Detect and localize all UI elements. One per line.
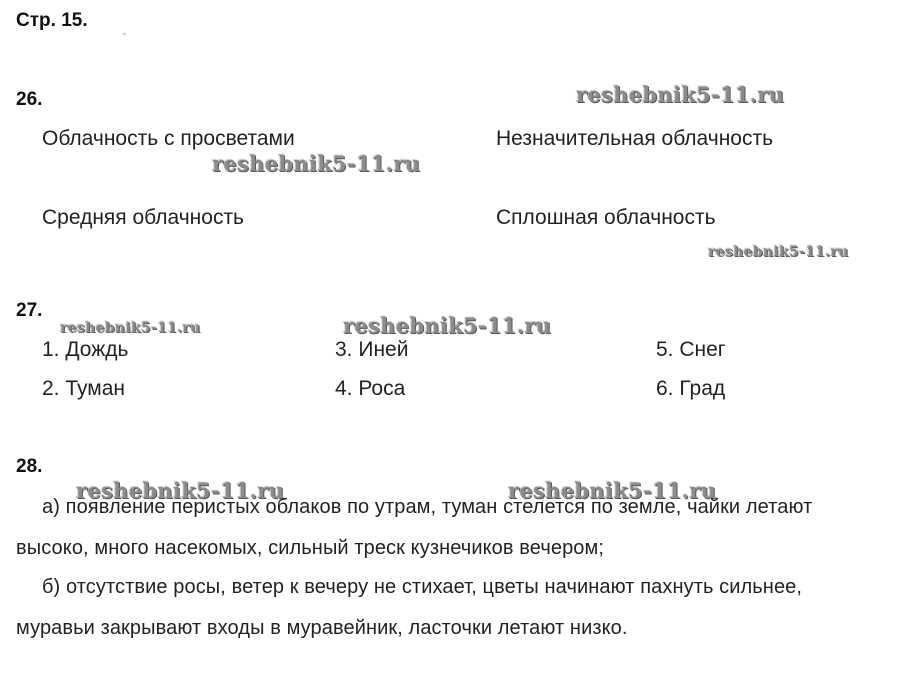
watermark: reshebnik5-11.ru — [60, 320, 201, 336]
watermark: reshebnik5-11.ru — [708, 244, 849, 260]
scan-speck — [123, 33, 126, 35]
task-28-line: муравьи закрывают входы в муравейник, ласточки летают низко. — [16, 617, 628, 639]
task-27-item: 3. Иней — [335, 338, 409, 361]
task-27-item: 2. Туман — [42, 377, 125, 400]
task-28-line: а) появление перистых облаков по утрам, туман стелется по земле, чайки летают — [42, 496, 813, 518]
task-28-line: высоко, много насекомых, сильный треск кузнечиков вечером; — [16, 537, 605, 559]
watermark: reshebnik5-11.ru — [212, 151, 421, 176]
task-26-item: Сплошная облачность — [496, 206, 716, 229]
task-27-item: 5. Снег — [656, 338, 726, 361]
page-reference: Стр. 15. — [16, 10, 88, 31]
task-26-number: 26. — [16, 89, 43, 110]
task-27-item: 1. Дождь — [42, 338, 129, 361]
task-26-item: Незначительная облачность — [496, 127, 774, 150]
task-28-number: 28. — [16, 456, 43, 477]
task-27-item: 4. Роса — [335, 377, 406, 400]
watermark: reshebnik5-11.ru — [343, 313, 552, 338]
task-26-item: Средняя облачность — [42, 206, 245, 229]
task-28-line: б) отсутствие росы, ветер к вечеру не стихает, цветы начинают пахнуть сильнее, — [42, 576, 803, 598]
watermark: reshebnik5-11.ru — [576, 82, 785, 107]
watermark: reshebnik5-11.ru — [508, 478, 717, 503]
task-27-item: 6. Град — [656, 377, 726, 400]
task-26-item: Облачность с просветами — [42, 127, 295, 150]
watermark: reshebnik5-11.ru — [76, 478, 285, 503]
task-27-number: 27. — [16, 300, 43, 321]
